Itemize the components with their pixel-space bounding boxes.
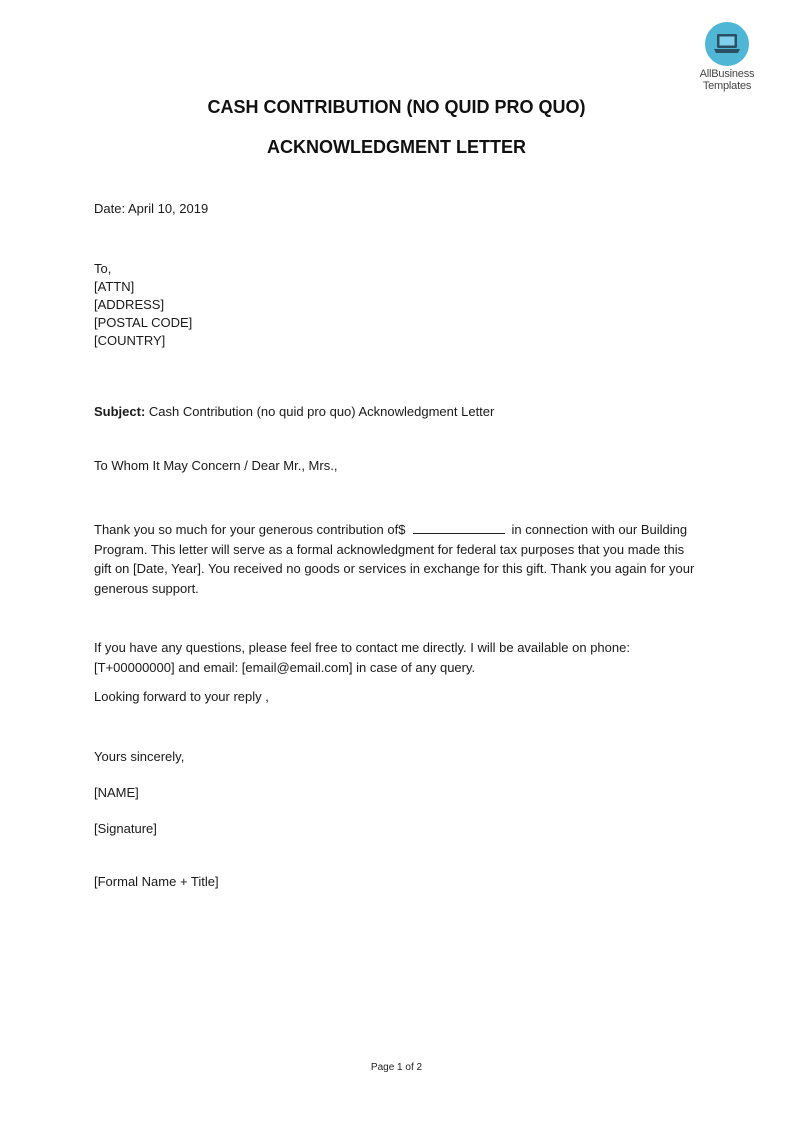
document-title: CASH CONTRIBUTION (NO QUID PRO QUO) [207, 97, 586, 117]
amount-blank[interactable] [413, 521, 505, 534]
body-paragraph-1 [94, 520, 704, 598]
address-postal-code: [POSTAL CODE] [94, 315, 193, 330]
letter-date: Date: April 10, 2019 [94, 201, 209, 216]
closing-line: Looking forward to your reply , [94, 689, 269, 704]
document-subtitle: ACKNOWLEDGMENT LETTER [267, 137, 526, 157]
salutation: To Whom It May Concern / Dear Mr., Mrs., [94, 458, 338, 473]
body1-after-blank: in connection with our Building Program. This letter will serve as a formal acknowledgment for federal tax purposes that you made this gift on [Date, Year]. You received no goods or services in exchange for this gift. Thank you again for your generous support. [94, 522, 695, 596]
signature-placeholder: [Signature] [94, 821, 157, 836]
body-paragraph-2: If you have any questions, please feel free to contact me directly. I will be available on phone: [T+00000000] and email: [email@email.com] in case of any query. [94, 640, 630, 675]
laptop-icon [705, 22, 749, 66]
subject-line [94, 403, 494, 421]
address-attn: [ATTN] [94, 279, 135, 294]
signoff: Yours sincerely, [94, 749, 185, 764]
signer-name: [NAME] [94, 785, 139, 800]
page-number: Page 1 of 2 [370, 1062, 423, 1073]
subject-text: Cash Contribution (no quid pro quo) Acknowledgment Letter [148, 404, 495, 419]
address-country: [COUNTRY] [94, 333, 166, 348]
address-line: [ADDRESS] [94, 297, 165, 312]
formal-name-title: [Formal Name + Title] [94, 874, 219, 889]
subject-label: Subject: [94, 404, 146, 419]
body1-before-blank: Thank you so much for your generous contribution of$ [94, 522, 406, 537]
address-to: To, [94, 261, 112, 276]
allbusiness-logo[interactable] [690, 22, 764, 92]
logo-text: AllBusiness Templates [699, 68, 755, 92]
